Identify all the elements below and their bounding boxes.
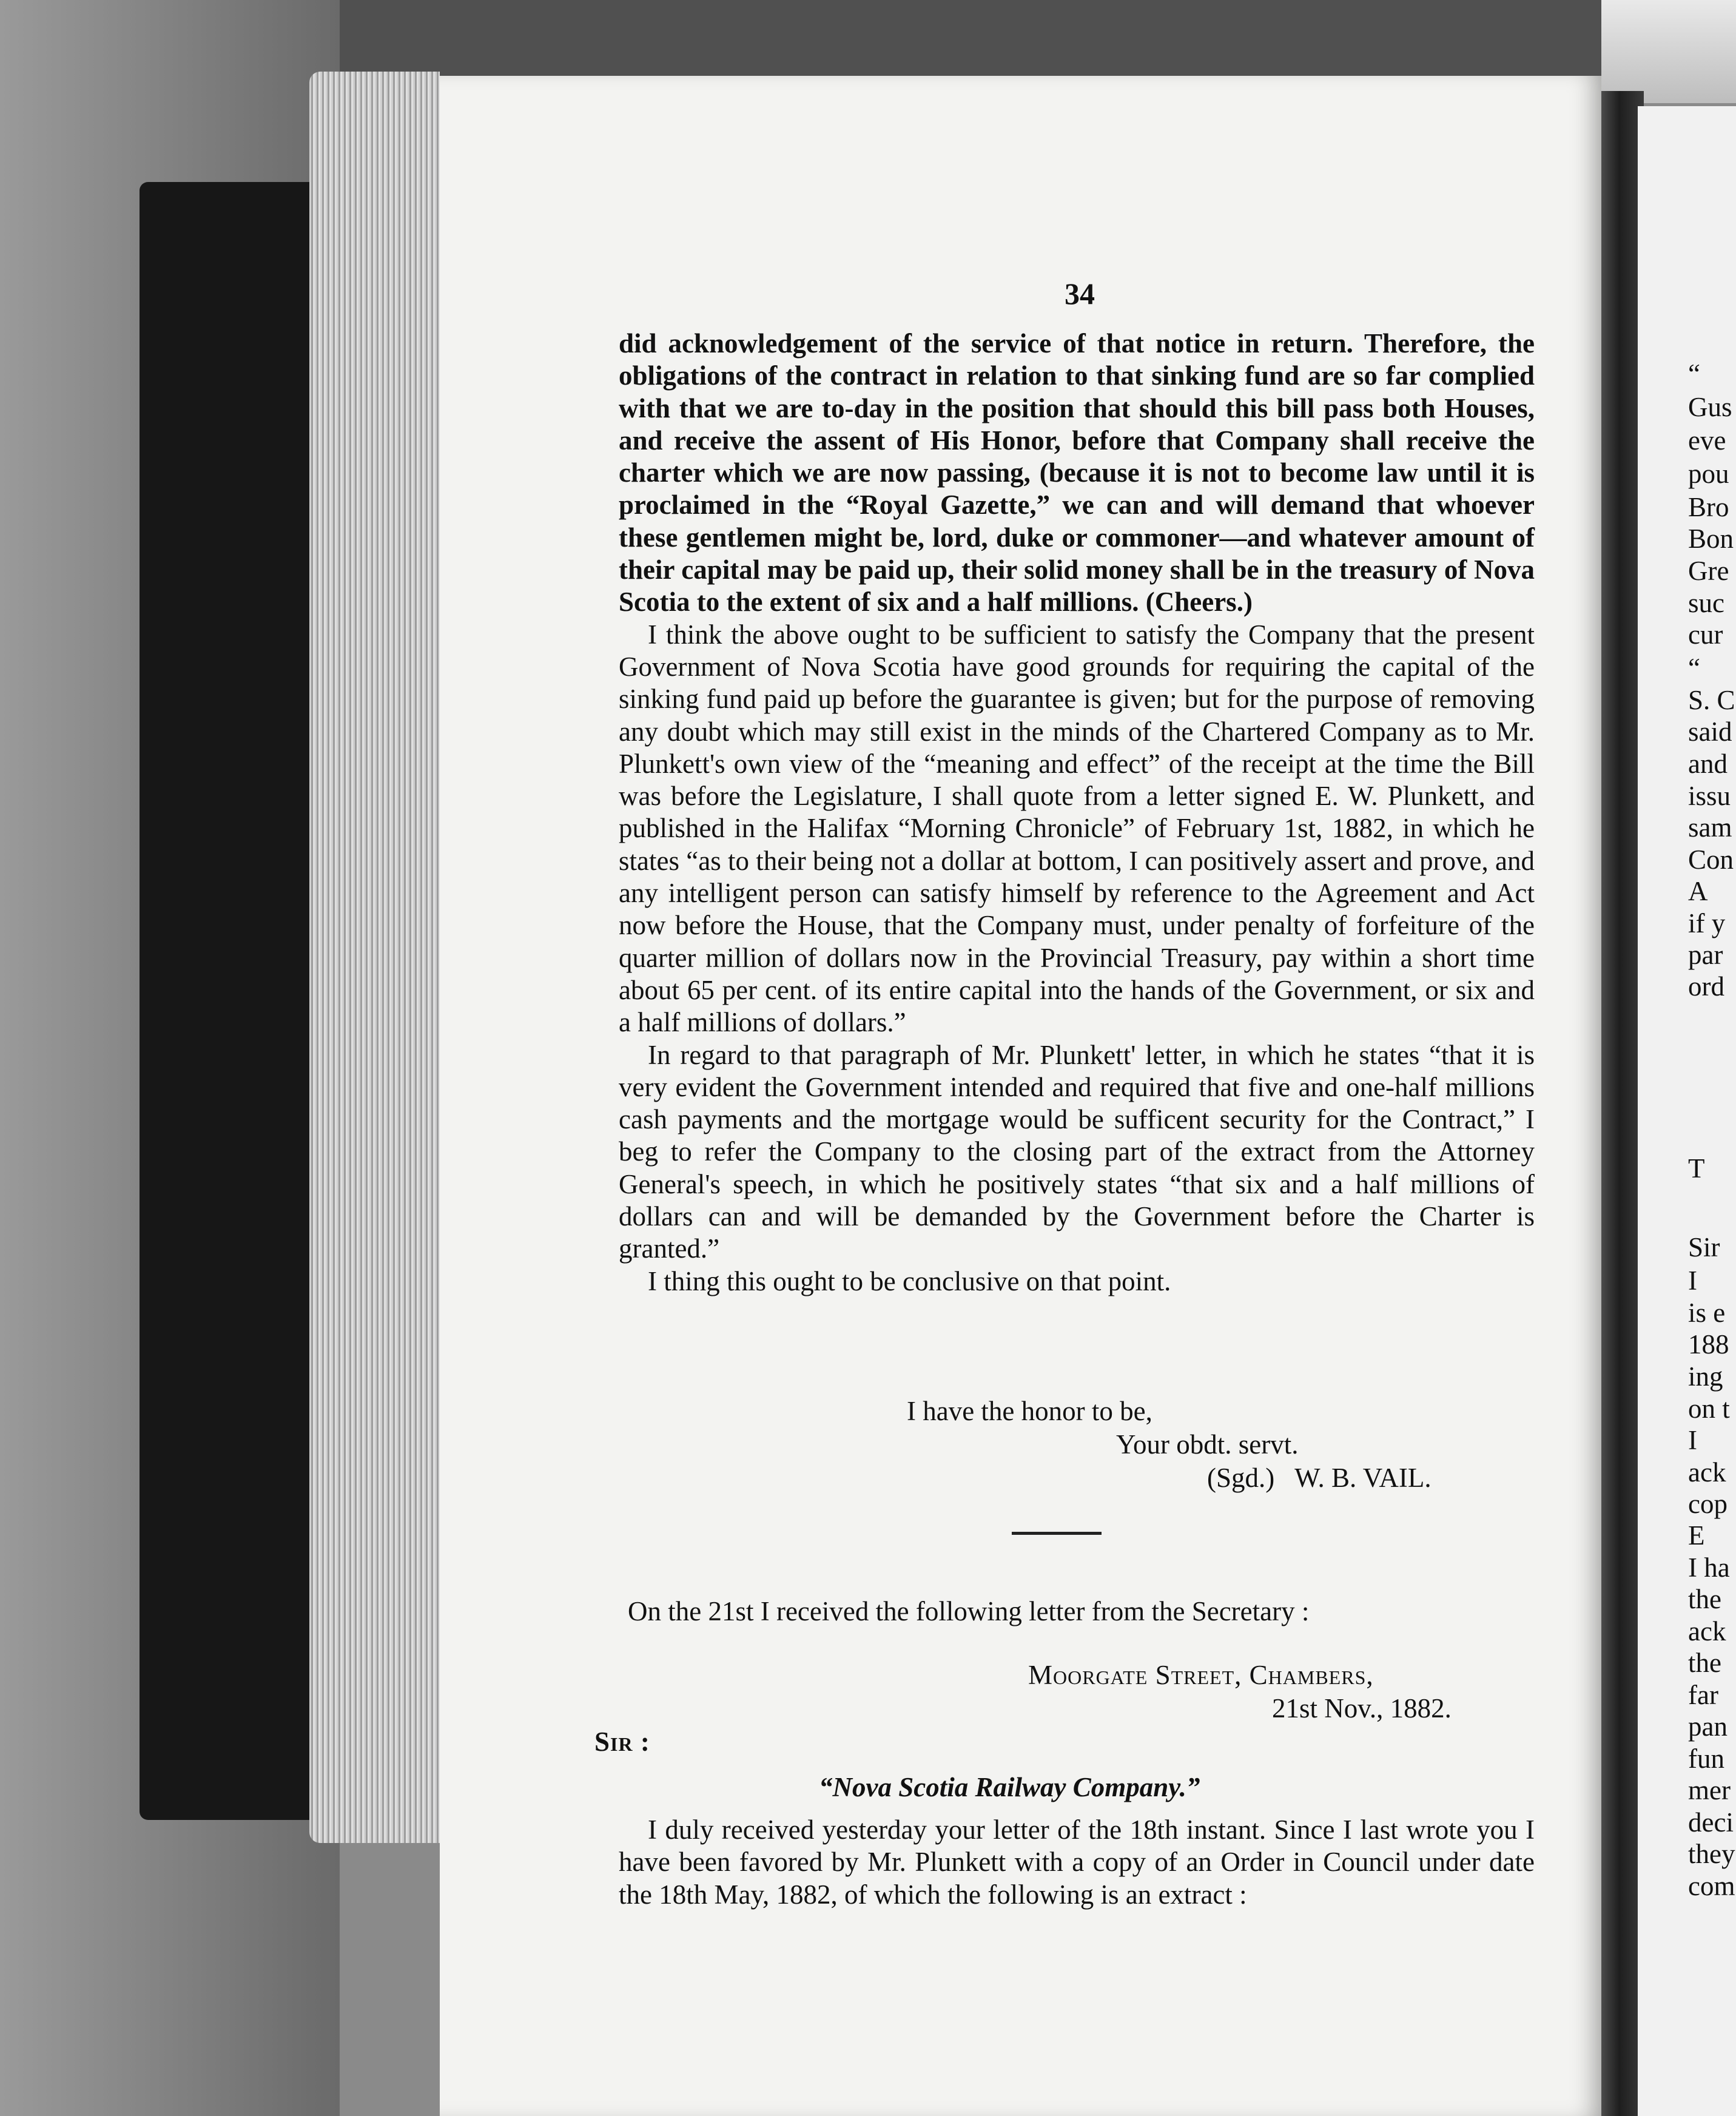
facing-page-fragment: ack [1688, 1457, 1726, 1488]
facing-page-fragment: mer [1688, 1775, 1731, 1805]
facing-page-fragment: I [1688, 1425, 1697, 1455]
facing-page-fragment: Bro [1688, 492, 1729, 522]
facing-page-fragment: Sir [1688, 1232, 1720, 1262]
letter-salutation: Sir : [594, 1727, 650, 1757]
page-fore-edge [309, 72, 440, 1843]
paragraph-1: did acknowledgement of the service of that notice in return. Therefore, the obligations of the contract in relation to that sinking fund are so far complied with that we are to-day in the position that should this bill pass both Houses, and receive the assent of His Honor, before that Company shall receive the charter which we are now passing, (because it is not to become law until it is proclaimed in the “Royal Gazette,” we can and will demand that whoever these gentlemen might be, lord, duke or commoner—and whatever amount of their capital may be paid up, their solid money shall be in the treasury of Nova Scotia to the extent of six and a half millions. (Cheers.) [619, 328, 1535, 618]
facing-page-fragment: far [1688, 1680, 1718, 1710]
signature: (Sgd.) W. B. VAIL. [1207, 1463, 1432, 1493]
facing-page-fragment: Gus [1688, 392, 1732, 422]
paragraph-2: I think the above ought to be sufficient to satisfy the Company that the present Government of Nova Scotia have good grounds for requiring the capital of the sinking fund paid up before the guarantee is given; but for the purpose of removing any doubt which may still exist in the minds of the Chartered Company as to Mr. Plunkett's own view of the “meaning and effect” of the receipt at the time the Bill was before the Legislature, I shall quote from a letter signed E. W. Plunkett, and published in the Halifax “Morning Chronicle” of February 1st, 1882, in which he states “as to their being not a dollar at bottom, I can positively assert and prove, and any intelligent person can satisfy himself by reference to the Agreement and Act now before the House, that the Company must, under penalty of forfeiture of the quarter million of dollars now in the Provincial Treasury, pay within a short time about 65 per cent. of its entire capital into the hands of the Government, or six and a half millions of dollars.” [619, 619, 1535, 1038]
facing-page-fragment: pan [1688, 1711, 1728, 1742]
facing-page-fragment: said [1688, 716, 1732, 747]
facing-page-fragment: T [1688, 1153, 1705, 1184]
facing-page-fragment: cop [1688, 1489, 1728, 1519]
paragraph-4: I thing this ought to be conclusive on that point. [648, 1265, 1171, 1296]
paragraph-3: In regard to that paragraph of Mr. Plunkett' letter, in which he states “that it is very evident the Government intended and required that five and one-half millions cash payments and the mortgage would be sufficent security for the Contract,” I beg to refer the Company to the closing part of the extract from the Attorney General's speech, in which he positively states “that six and a half millions of dollars can and will be demanded by the Government before the Charter is granted.” [619, 1039, 1535, 1264]
facing-page-fragment: sam [1688, 812, 1732, 843]
facing-page-fragment: ack [1688, 1616, 1726, 1646]
facing-page-fragment: eve [1688, 425, 1726, 456]
facing-page-fragment: suc [1688, 588, 1724, 618]
facing-page-fragment: ing [1688, 1361, 1723, 1392]
letter-address: Moorgate Street, Chambers, [1028, 1660, 1374, 1690]
facing-page-fragment: cur [1688, 619, 1723, 650]
facing-page-fragment: issu [1688, 781, 1731, 811]
right-edge-strip [1601, 0, 1736, 103]
facing-page-fragment: if y [1688, 908, 1726, 938]
letter-body: I duly received yesterday your letter of the 18th instant. Since I last wrote you I have been favored by Mr. Plunkett with a copy of an Order in Council under date the 18th May, 1882, of which the following is an extract : [619, 1814, 1535, 1910]
facing-page-fragment: 188 [1688, 1329, 1729, 1360]
page-number: 34 [1065, 277, 1095, 311]
facing-page-fragment: is e [1688, 1298, 1726, 1328]
body-text [619, 328, 1535, 1298]
facing-page-fragment: Gre [1688, 556, 1729, 586]
facing-page-fragment: fun [1688, 1744, 1724, 1774]
facing-page-fragment: I ha [1688, 1552, 1730, 1583]
facing-page-fragment: S. C [1688, 685, 1735, 715]
facing-page-fragment: Con [1688, 844, 1734, 875]
facing-page-fragment: “ [1688, 653, 1700, 683]
facing-page-fragment: deci [1688, 1807, 1734, 1838]
facing-page-fragment: A [1688, 876, 1708, 906]
closing-servant: Your obdt. servt. [1116, 1429, 1299, 1460]
facing-page-fragment: I [1688, 1265, 1697, 1296]
facing-page-fragment: pou [1688, 459, 1729, 489]
facing-page-fragment: on t [1688, 1393, 1730, 1424]
facing-page-fragment: the [1688, 1584, 1721, 1614]
letter-date: 21st Nov., 1882. [1272, 1693, 1452, 1723]
facing-page-fragment: they [1688, 1839, 1735, 1869]
facing-page-fragment: E [1688, 1520, 1705, 1551]
facing-page-fragment: and [1688, 749, 1728, 779]
letter-subject: “Nova Scotia Railway Company.” [819, 1772, 1200, 1802]
section-divider [1012, 1532, 1102, 1535]
facing-page-fragment: ord [1688, 971, 1724, 1002]
facing-page-fragment: par [1688, 940, 1723, 970]
letter-body-block [619, 1814, 1535, 1911]
facing-page-fragment: com [1688, 1871, 1735, 1901]
closing-honor: I have the honor to be, [907, 1396, 1152, 1426]
facing-page-fragment: the [1688, 1648, 1721, 1678]
facing-page-fragment: “ [1688, 359, 1700, 389]
letter-intro: On the 21st I received the following letter from the Secretary : [628, 1596, 1310, 1626]
facing-page-fragment: Bon [1688, 524, 1734, 554]
